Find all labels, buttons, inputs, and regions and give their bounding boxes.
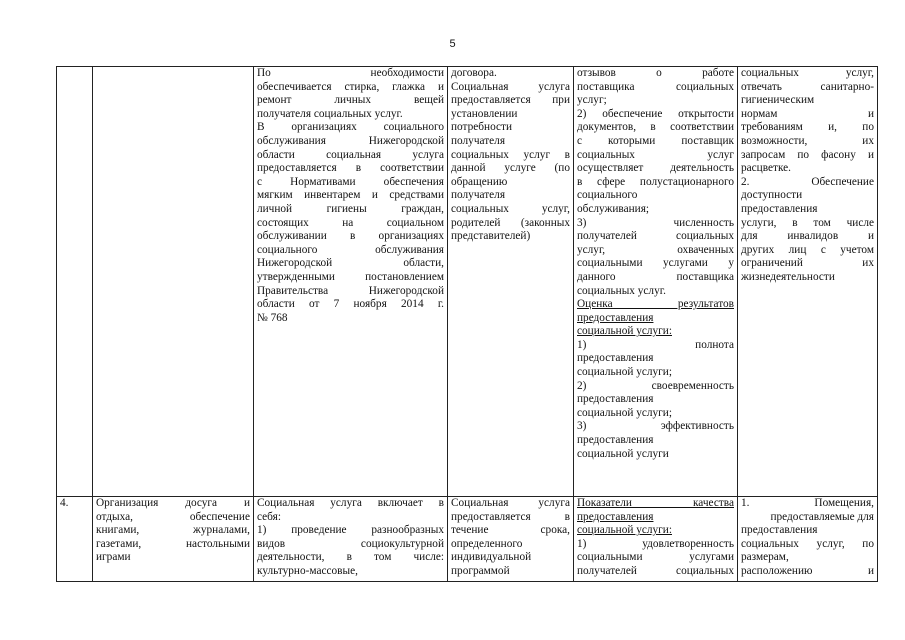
text-line: обслуживания Нижегородской	[257, 134, 444, 147]
text-line: социальной услуги	[577, 447, 669, 460]
text-line: социального обслуживания	[257, 243, 444, 256]
text-line: получателя социальных услуг.	[257, 107, 403, 120]
text-line: требованиям и, по	[741, 121, 874, 134]
cell-conditions	[738, 67, 878, 497]
text-line: отзывов о работе	[577, 67, 734, 79]
text-line: течение срока,	[451, 524, 570, 537]
text-line: состоящих на социальном	[257, 216, 444, 229]
text-line: 2. Обеспечение	[741, 175, 874, 188]
text-line: осуществляет деятельность	[577, 162, 734, 175]
text-line: Показатели качества	[577, 497, 734, 509]
text-line: 2) своевременность	[577, 379, 734, 392]
table-row	[57, 497, 878, 582]
cell-service-name	[93, 497, 254, 582]
text-line: предоставляется при	[451, 94, 570, 107]
cell-quality-indicators	[574, 67, 738, 497]
page-number: 5	[449, 38, 456, 50]
cell-description	[254, 497, 448, 582]
text-line: родителей (законных	[451, 216, 570, 229]
text-line: в сфере полустационарного	[577, 175, 734, 188]
text-line: социальной услуги:	[577, 325, 672, 338]
text-line: социальными услугами	[577, 551, 734, 564]
text-line: обращению	[451, 175, 508, 188]
text-line: социальных услуг, по	[741, 537, 874, 550]
text-line: других лиц с учетом	[741, 243, 874, 256]
text-line: По необходимости	[257, 67, 444, 79]
text-line: получателей социальных	[577, 230, 734, 243]
text-line: данной услуге (по	[451, 162, 570, 175]
text-line: обеспечивается стирка, глажка и	[257, 80, 444, 93]
text-line: В организациях социального	[257, 121, 444, 134]
text-line: данного поставщика	[577, 270, 734, 283]
text-line: гигиеническим	[741, 94, 815, 107]
text-line: Нижегородской области,	[257, 257, 444, 270]
text-line: социальными услугами у	[577, 257, 734, 270]
cell-number	[57, 67, 93, 497]
text-line: социальных услуг.	[577, 284, 666, 297]
text-line: с Нормативами обеспечения	[257, 175, 444, 188]
text-line: культурно-массовые,	[257, 564, 358, 577]
text-line: социальных услуг	[577, 148, 734, 161]
cell-quality-indicators	[574, 497, 738, 582]
text-line: социального	[577, 189, 638, 202]
cell-description	[254, 67, 448, 497]
text-line: газетами, настольными	[96, 537, 250, 550]
text-line: 4.	[60, 497, 69, 509]
text-line: обслуживания;	[577, 202, 650, 215]
cell-terms	[448, 67, 574, 497]
text-line: предоставляемые для	[770, 510, 874, 523]
text-line: № 768	[257, 311, 288, 324]
text-line: ограничений их	[741, 257, 874, 270]
cell-terms	[448, 497, 574, 582]
text-line: предоставляется в	[451, 510, 570, 523]
text-line: предоставления	[741, 202, 818, 215]
text-line: Организация досуга и	[96, 497, 250, 509]
cell-service-name	[93, 67, 254, 497]
text-line: расцветке.	[741, 162, 791, 175]
text-line: возможности, их	[741, 134, 874, 147]
text-line: потребности	[451, 121, 513, 134]
text-line: предоставления	[577, 510, 654, 523]
text-line: Социальная услуга	[451, 80, 570, 93]
text-line: Оценка результатов	[577, 298, 734, 311]
text-line: 3) эффективность	[577, 420, 734, 433]
text-line: обслуживании в организациях	[257, 230, 444, 243]
text-line: услуги, в том числе	[741, 216, 874, 229]
text-line: 1) полнота	[577, 338, 734, 351]
text-line: предоставления	[577, 352, 654, 365]
text-line: программой	[451, 564, 510, 577]
text-line: Социальная услуга включает в	[257, 497, 444, 509]
text-line: ремонт личных вещей	[257, 94, 444, 107]
table-row	[57, 67, 878, 497]
text-line: расположению и	[741, 564, 874, 577]
text-line: играми	[96, 551, 131, 564]
cell-conditions	[738, 497, 878, 582]
services-table	[56, 66, 878, 582]
text-line: предоставления	[577, 311, 654, 324]
text-line: услуг;	[577, 94, 607, 107]
text-line: отвечать санитарно-	[741, 80, 874, 93]
text-line: индивидуальной	[451, 551, 532, 564]
text-line: услуг, охваченных	[577, 243, 734, 256]
text-line: личной гигиены граждан,	[257, 202, 444, 215]
text-line: предоставляется в соответствии	[257, 162, 444, 175]
text-line: 1. Помещения,	[741, 497, 874, 509]
text-line: предоставления	[577, 434, 654, 447]
text-line: отдыха, обеспечение	[96, 510, 250, 523]
text-line: установлении	[451, 107, 518, 120]
text-line: 1) удовлетворенность	[577, 537, 734, 550]
text-line: для инвалидов и	[741, 230, 874, 243]
text-line: области от 7 ноября 2014 г.	[257, 298, 444, 311]
cell-number	[57, 497, 93, 582]
text-line: размерам,	[741, 551, 789, 564]
text-line: социальных услуг в	[451, 148, 570, 161]
text-line: представителей)	[451, 230, 531, 243]
text-line: 3) численность	[577, 216, 734, 229]
text-line: предоставления	[741, 524, 818, 537]
text-line: предоставления	[577, 393, 654, 406]
text-line: мягким инвентарем и средствами	[257, 189, 444, 202]
text-line: Правительства Нижегородской	[257, 284, 444, 297]
text-line: деятельности, в том числе:	[257, 551, 444, 564]
text-line: социальной услуги;	[577, 366, 672, 379]
text-line: жизнедеятельности	[741, 270, 835, 283]
text-line: определенного	[451, 537, 523, 550]
text-line: утвержденными постановлением	[257, 270, 444, 283]
text-line: книгами, журналами,	[96, 524, 250, 537]
text-line: социальных услуг,	[451, 202, 570, 215]
text-line: нормам и	[741, 107, 874, 120]
text-line: доступности	[741, 189, 803, 202]
text-line: договора.	[451, 67, 497, 79]
text-line: социальных услуг,	[741, 67, 874, 79]
text-line: области социальная услуга	[257, 148, 444, 161]
text-line: с которыми поставщик	[577, 134, 734, 147]
text-line: 2) обеспечение открытости	[577, 107, 734, 120]
text-line: себя:	[257, 510, 281, 523]
text-line: видов социокультурной	[257, 537, 444, 550]
text-line: 1) проведение разнообразных	[257, 524, 444, 537]
text-line: документов, в соответствии	[577, 121, 734, 134]
text-line: поставщика социальных	[577, 80, 734, 93]
text-line: запросам по фасону и	[741, 148, 874, 161]
text-line: получателя	[451, 134, 506, 147]
text-line: социальной услуги:	[577, 524, 672, 537]
text-line: социальной услуги;	[577, 406, 672, 419]
text-line: получателя	[451, 189, 506, 202]
text-line: получателей социальных	[577, 564, 734, 577]
text-line: Социальная услуга	[451, 497, 570, 509]
